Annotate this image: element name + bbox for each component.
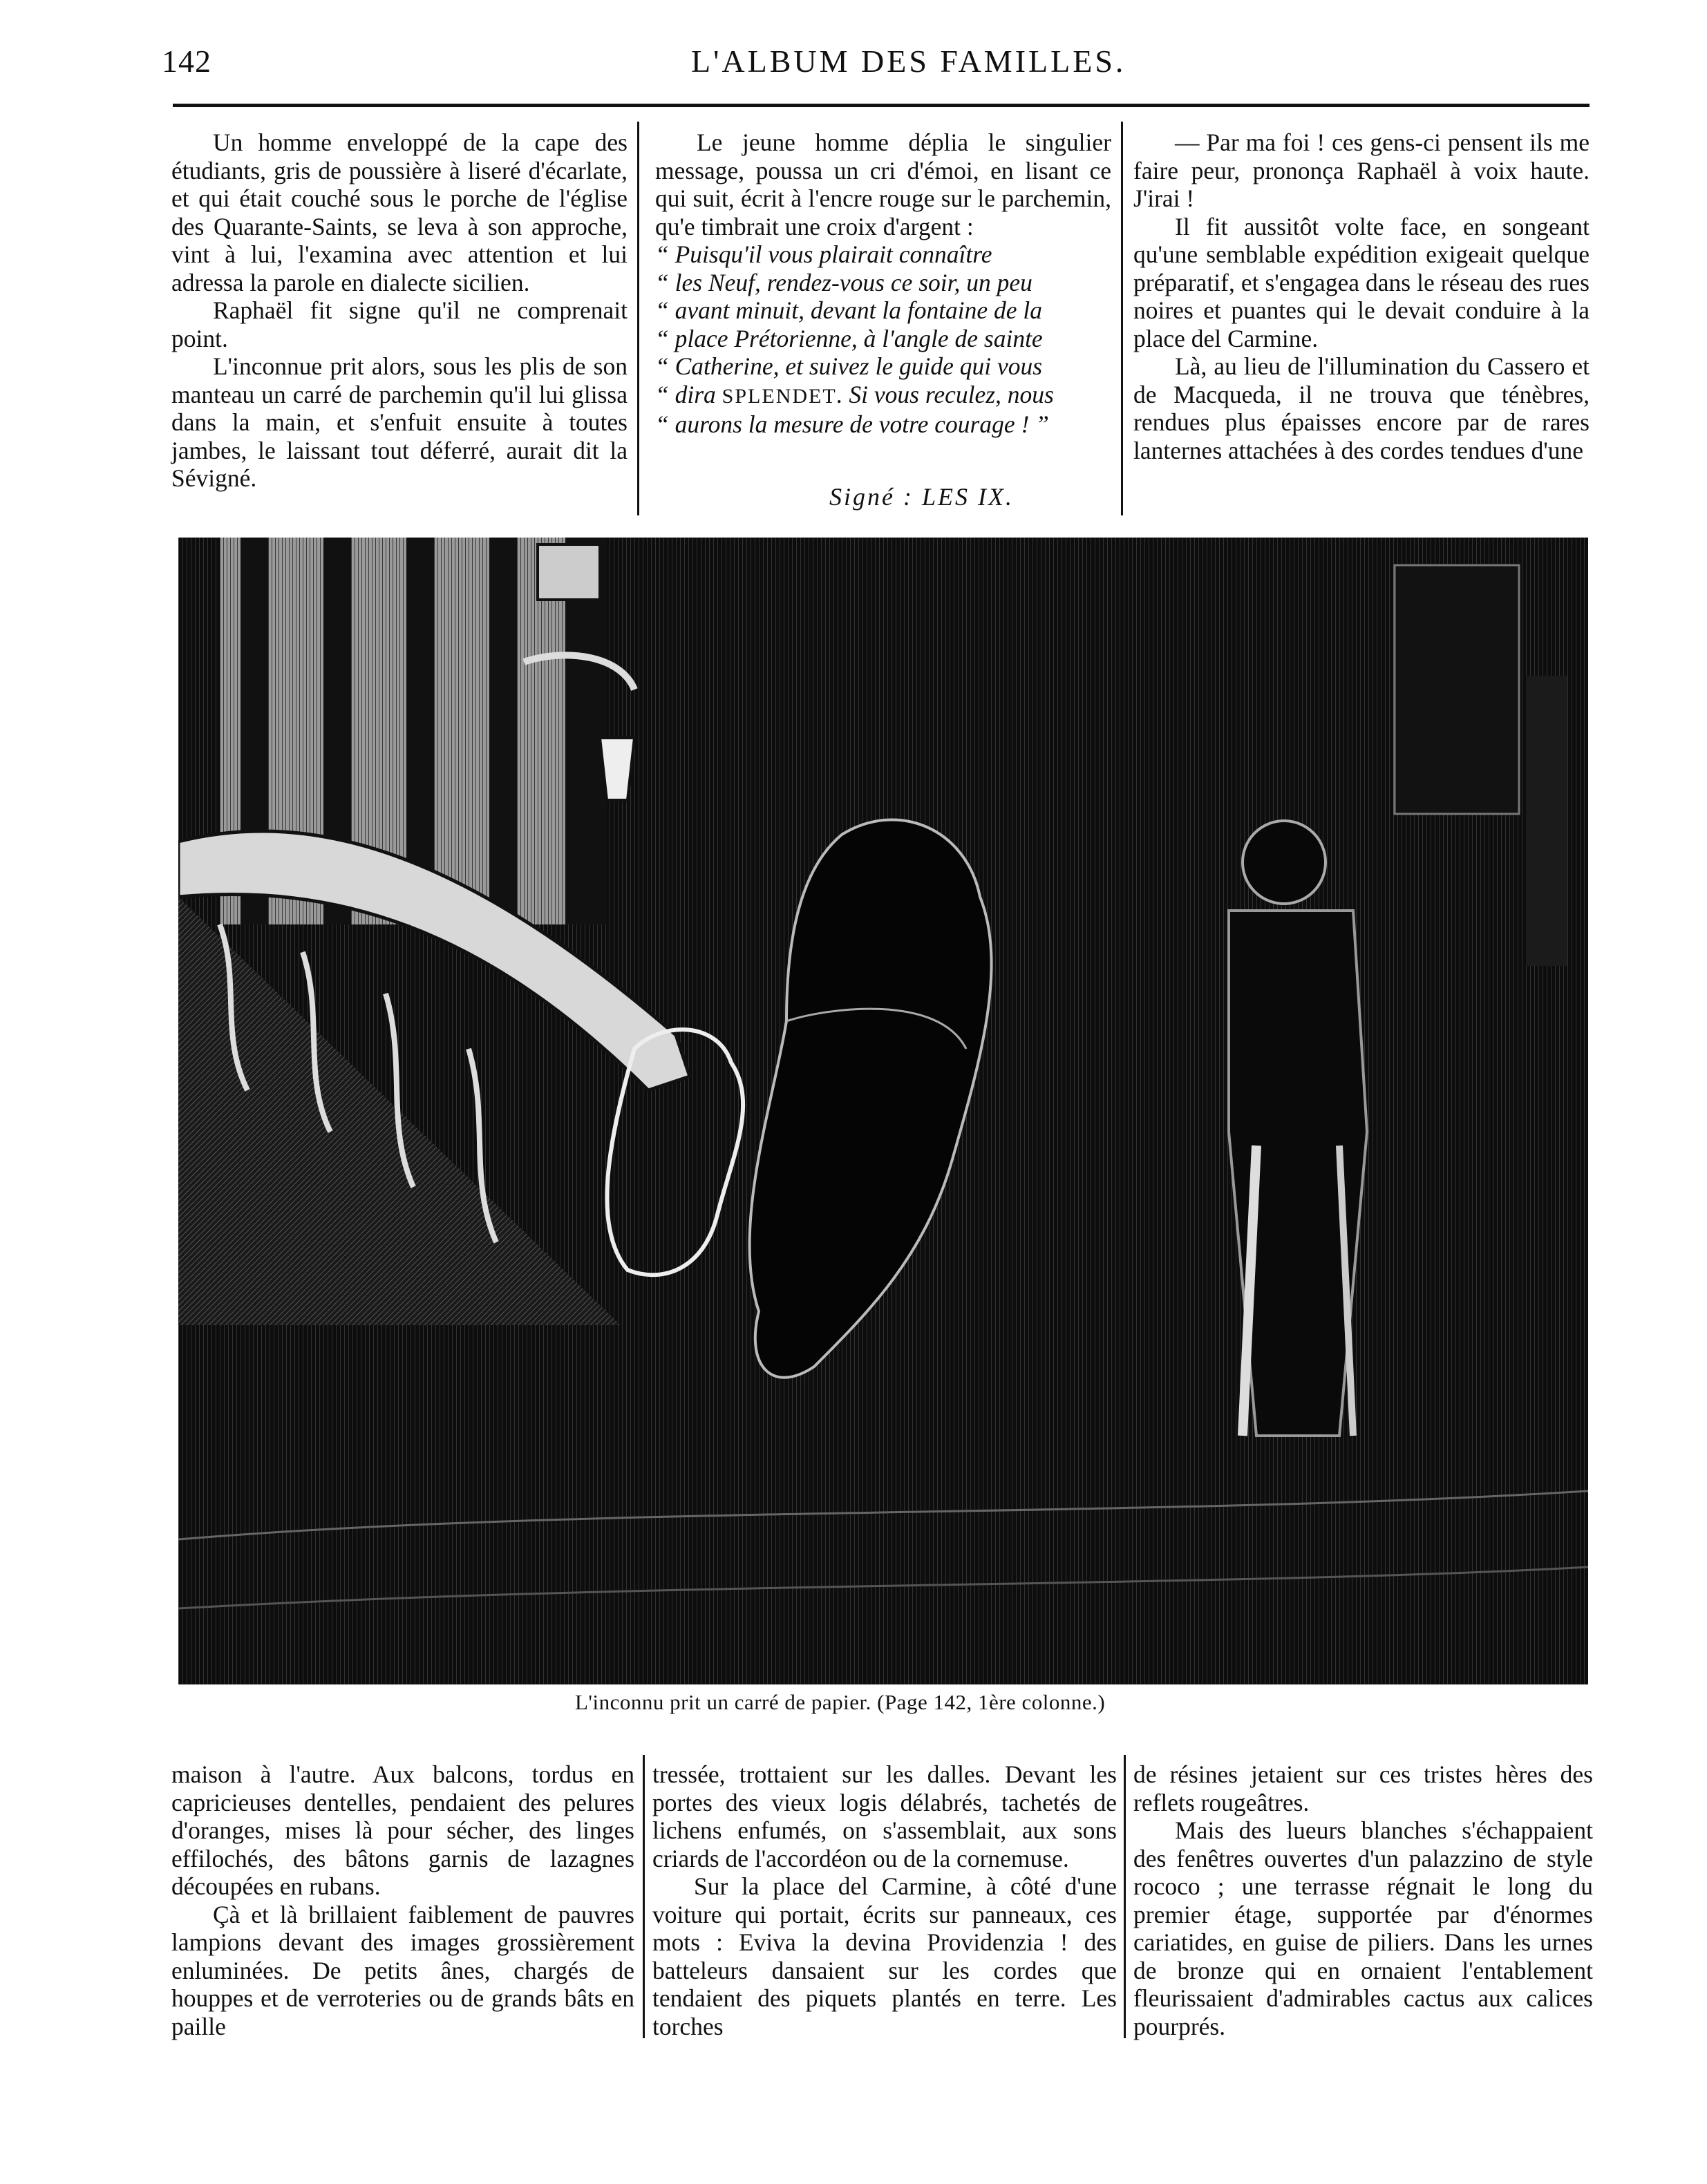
quote-line: “ avant minuit, devant la fontaine de la [655, 296, 1043, 324]
quote-line: “ place Prétorienne, à l'angle de sainte [655, 324, 1043, 352]
signature: Signé : LES IX. [829, 483, 1014, 511]
column-rule [637, 122, 639, 515]
quote-line: “ Puisqu'il vous plairait connaître [655, 240, 992, 268]
paragraph: L'inconnue prit alors, sous les plis de son manteau un carré de parchemin qu'il lui glissa dans la main, et s'enfuit ensuite à toutes jambes, le laissant tout déferré, aurait dit la Sévigné. [171, 352, 628, 492]
quote-fragment: “ dira [655, 380, 722, 408]
bottom-column-3 [1133, 1760, 1593, 2040]
paragraph: Il fit aussitôt volte face, en songeant qu'une semblable expédition exigeait quelque préparatif, et s'engagea dans le réseau des rues noires et puantes qui le devait conduire à la place del Carmine. [1133, 212, 1590, 352]
quote-line: “ Catherine, et suivez le guide qui vous [655, 352, 1043, 380]
engraving-illustration [178, 538, 1588, 1684]
running-title: L'ALBUM DES FAMILLES. [691, 44, 1126, 79]
top-column-3 [1133, 129, 1590, 464]
column-rule [1121, 122, 1123, 515]
quote-line: “ les Neuf, rendez-vous ce soir, un peu [655, 268, 1032, 296]
paragraph: Mais des lueurs blanches s'échappaient des fenêtres ouvertes d'un palazzino de style rococo ; une terrasse régnait le long du premier étage, supportée par d'énormes cariatides, en guise de piliers. Dans les urnes de bronze qui en ornaient l'entablement fleurissaient d'admirables cactus aux calices pourprés. [1133, 1816, 1593, 2040]
paragraph: Raphaël fit signe qu'il ne comprenait point. [171, 296, 628, 352]
top-column-1 [171, 129, 628, 493]
paragraph: — Par ma foi ! ces gens-ci pensent ils me faire peur, prononça Raphaël à voix haute. J'irai ! [1133, 129, 1590, 212]
bottom-column-2 [652, 1760, 1117, 2040]
top-column-2 [655, 129, 1111, 439]
paragraph: Sur la place del Carmine, à côté d'une voiture qui portait, écrits sur panneaux, ces mots : Eviva la devina Providenzia ! des batteleurs dansaient sur les cordes que tendaient des piquets plantés en terre. Les torches [652, 1872, 1117, 2040]
password-word: SPLENDET [722, 384, 837, 408]
illustration-caption: L'inconnu prit un carré de papier. (Page 142, 1ère colonne.) [575, 1690, 1106, 1714]
bottom-column-1 [171, 1760, 634, 2040]
page-number: 142 [162, 44, 211, 79]
paragraph: Un homme enveloppé de la cape des étudiants, gris de poussière à liseré d'écarlate, et qui était couché sous le porche de l'église des Quarante-Saints, se leva à son approche, vint à lui, l'examina avec attention et lui adressa la parole en dialecte sicilien. [171, 129, 628, 296]
column-rule [1124, 1755, 1126, 2038]
quote-fragment: . Si vous reculez, nous [836, 380, 1054, 408]
paragraph: de résines jetaient sur ces tristes hères des reflets rougeâtres. [1133, 1760, 1593, 1816]
message-quote [655, 240, 1111, 439]
header-rule [173, 104, 1590, 107]
quote-line [655, 381, 1111, 411]
paragraph: maison à l'autre. Aux balcons, tordus en capricieuses dentelles, pendaient des pelures d'oranges, mises là pour sécher, des linges effilochés, des bâtons garnis de lazagnes découpées en rubans. [171, 1760, 634, 1900]
paragraph: Le jeune homme déplia le singulier message, poussa un cri d'émoi, en lisant ce qui suit, écrit à l'encre rouge sur le parchemin, qu'e timbrait une croix d'argent : [655, 129, 1111, 240]
paragraph: Là, au lieu de l'illumination du Cassero et de Macqueda, il ne trouva que ténèbres, rendues plus épaisses encore par de rares lanternes attachées à des cordes tendues d'une [1133, 352, 1590, 464]
paragraph: Çà et là brillaient faiblement de pauvres lampions devant des images grossièrement enluminées. De petits ânes, chargés de houppes et de verroteries ou de grands bâts en paille [171, 1900, 634, 2040]
paragraph: tressée, trottaient sur les dalles. Devant les portes des vieux logis délabrés, tachetés de lichens enfumés, on s'assemblait, aux sons criards de l'accordéon ou de la cornemuse. [652, 1760, 1117, 1872]
quote-line: “ aurons la mesure de votre courage ! ” [655, 410, 1049, 438]
column-rule [643, 1755, 645, 2038]
